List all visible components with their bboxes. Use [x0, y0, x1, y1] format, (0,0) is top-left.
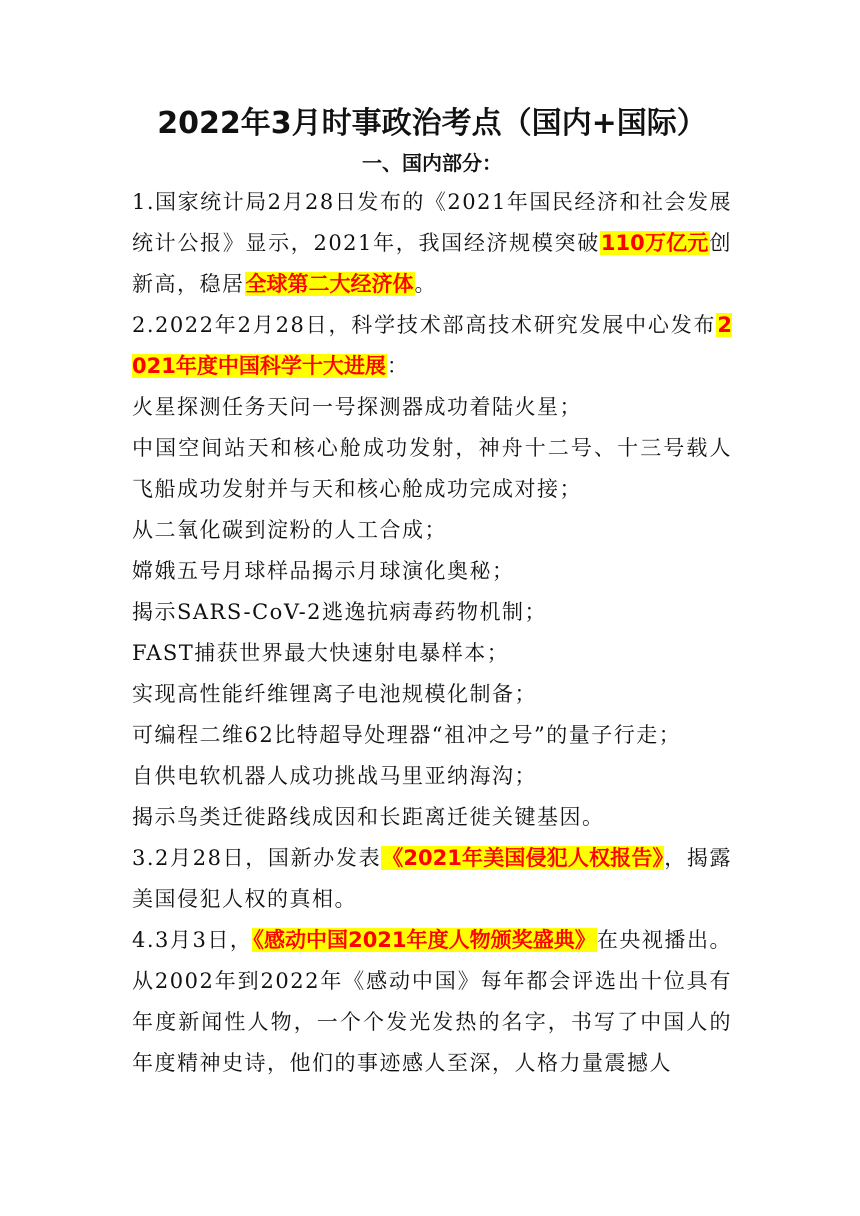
item-3-text-b: ，揭露美国侵犯人权的真相。: [132, 846, 733, 911]
highlight-human-rights-report: 《2021年美国侵犯人权报告》: [382, 846, 664, 870]
item-2-paragraph: [132, 305, 732, 387]
progress-line-3: 从二氧化碳到淀粉的人工合成；: [132, 518, 447, 542]
highlight-science-progress: 2021年度中国科学十大进展: [132, 313, 732, 378]
item-4-text-b: 在央视播出。从2002年到2022年《感动中国》每年都会评选出十位具有年度新闻性人物，一个个发光发热的名字，书写了中国人的年度精神史诗，他们的事迹感人至深，人格力量震撼人: [132, 928, 732, 1075]
progress-line-4: 嫦娥五号月球样品揭示月球演化奥秘；: [132, 559, 515, 583]
item-1-text-c: 。: [414, 272, 437, 296]
item-4-text-a: 4.3月3日，: [132, 928, 253, 952]
highlight-touching-china: 《感动中国2021年度人物颁奖盛典》: [253, 928, 596, 952]
item-1-paragraph: [132, 182, 732, 305]
document-title: 2022年3月时事政治考点（国内+国际）: [157, 106, 707, 141]
highlight-second-economy: 全球第二大经济体: [245, 272, 414, 296]
section-heading: 一、国内部分：: [362, 151, 502, 175]
item-3-text-a: 3.2月28日，国新办发表: [132, 846, 382, 870]
highlight-economy-scale: 110万亿元: [600, 231, 709, 255]
progress-line-2: 中国空间站天和核心舱成功发射，神舟十二号、十三号载人飞船成功发射并与天和核心舱成功完成对接；: [132, 436, 732, 501]
progress-line-8: 可编程二维62比特超导处理器“祖冲之号”的量子行走；: [132, 723, 682, 747]
item-2-text-b: ：: [386, 354, 410, 378]
progress-line-6: FAST捕获世界最大快速射电暴样本；: [132, 641, 510, 665]
progress-line-7: 实现高性能纤维锂离子电池规模化制备；: [132, 682, 537, 706]
progress-line-5: 揭示SARS-CoV-2逃逸抗病毒药物机制；: [132, 600, 548, 624]
item-3-paragraph: [132, 838, 732, 920]
progress-line-1: 火星探测任务天问一号探测器成功着陆火星；: [132, 395, 582, 419]
item-2-text-a: 2.2022年2月28日，科学技术部高技术研究发展中心发布: [132, 313, 717, 337]
progress-line-10: 揭示鸟类迁徙路线成因和长距离迁徙关键基因。: [132, 805, 605, 829]
item-1-text-a: 1.国家统计局2月28日发布的《2021年国民经济和社会发展统计公报》显示，2021年，我国经济规模突破: [132, 190, 732, 255]
item-4-paragraph: [132, 920, 732, 1084]
progress-line-9: 自供电软机器人成功挑战马里亚纳海沟；: [132, 764, 537, 788]
item-1-text-b: 创新高，稳居: [132, 231, 732, 296]
